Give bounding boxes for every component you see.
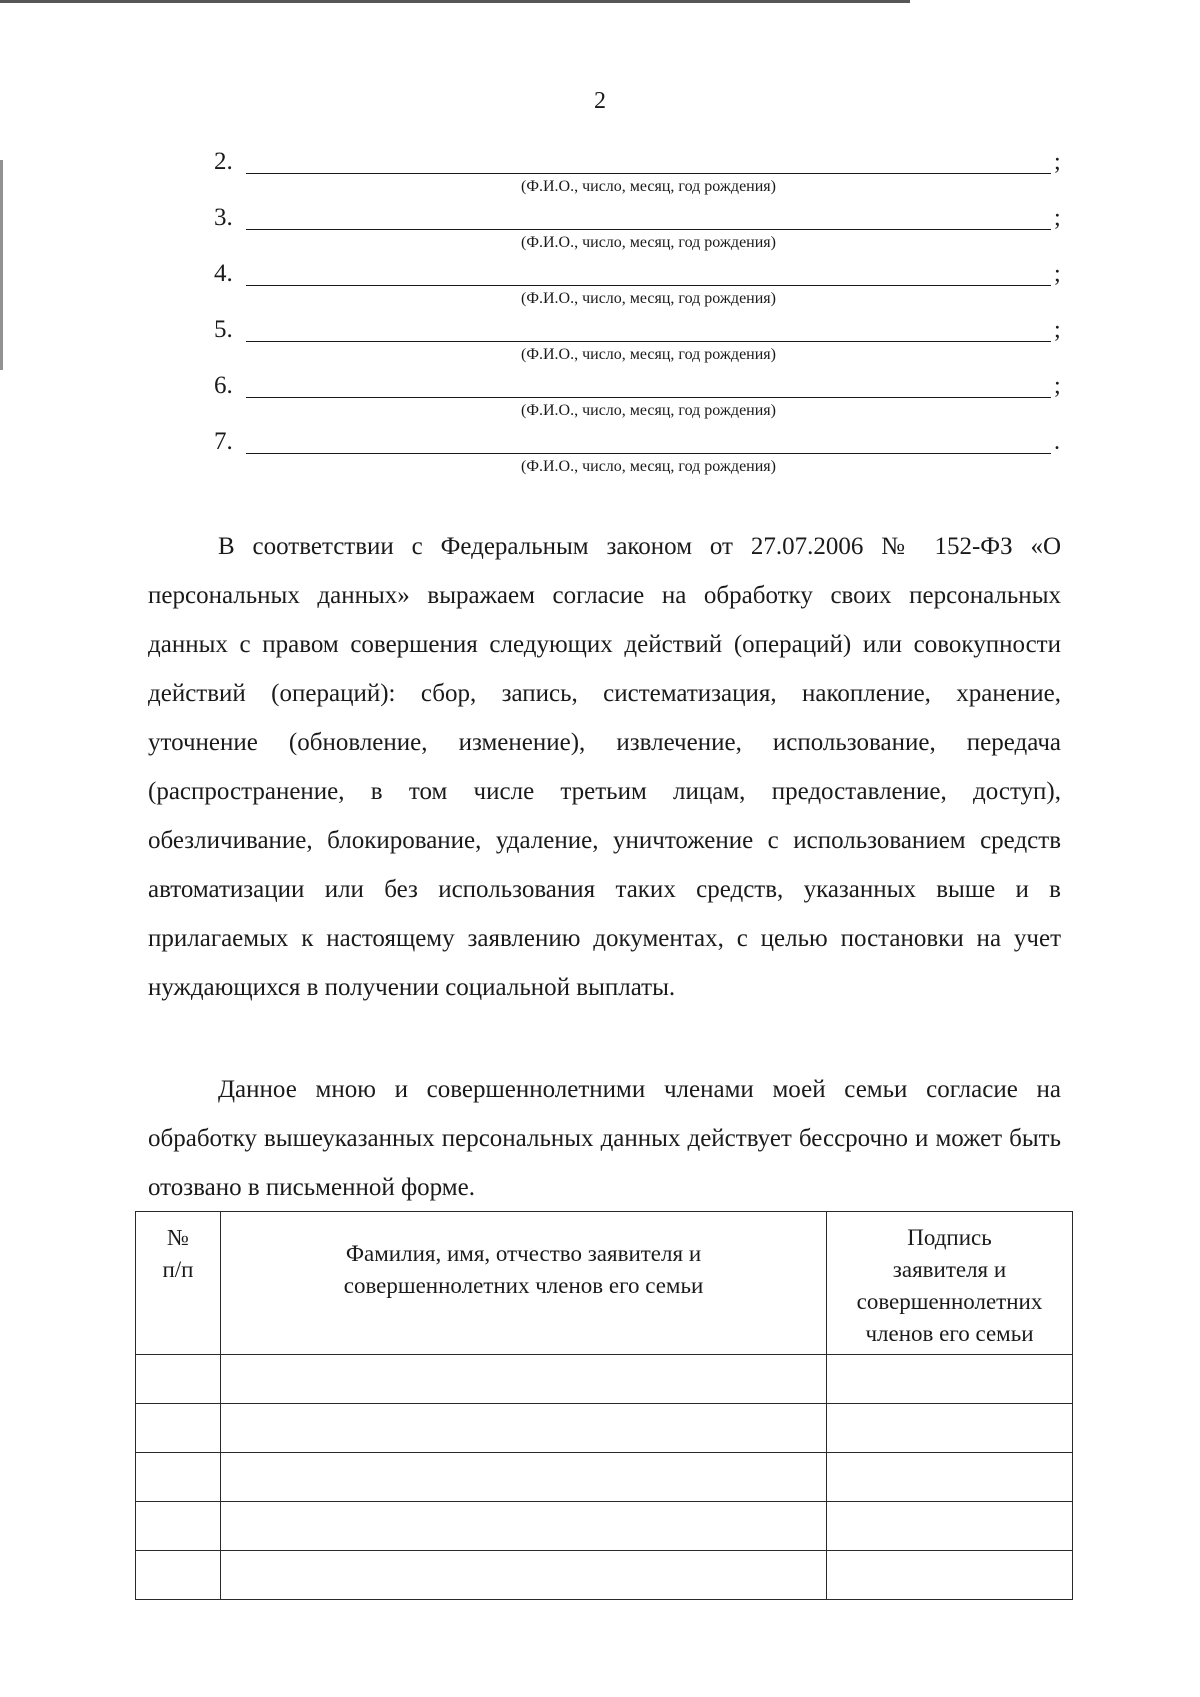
entry-fill-line[interactable] bbox=[246, 229, 1051, 230]
entry-caption: (Ф.И.О., число, месяц, год рождения) bbox=[521, 290, 776, 307]
row-signature-cell[interactable] bbox=[827, 1453, 1073, 1502]
row-number-cell[interactable] bbox=[136, 1453, 221, 1502]
entry-end-mark: ; bbox=[1054, 149, 1061, 175]
row-number-cell[interactable] bbox=[136, 1502, 221, 1551]
table-header-row bbox=[136, 1212, 1073, 1355]
header-full-name-line: совершеннолетних членов его семьи bbox=[343, 1273, 704, 1298]
row-signature-cell[interactable] bbox=[827, 1551, 1073, 1600]
entry-number: 4. bbox=[214, 260, 233, 287]
row-number-cell[interactable] bbox=[136, 1404, 221, 1453]
entry-row bbox=[214, 428, 1064, 484]
entry-fill-line[interactable] bbox=[246, 453, 1051, 454]
entry-number: 6. bbox=[214, 372, 233, 399]
row-name-cell[interactable] bbox=[221, 1551, 827, 1600]
row-name-cell[interactable] bbox=[221, 1502, 827, 1551]
validity-paragraph: Данное мною и совершеннолетними членами моей семьи согласие на обработку вышеуказанных персональных данных действует бессрочно и может быть отозвано в письменной форме. bbox=[148, 1076, 1061, 1201]
row-signature-cell[interactable] bbox=[827, 1355, 1073, 1404]
consent-paragraph: В соответствии с Федеральным законом от 27.07.2006 № 152-ФЗ «О персональных данных» выражаем согласие на обработку своих персональных данных с правом совершения следующих действий (операций) или совокупности действий (операций): сбор, запись, систематизация, накопление, хранение, уточнение (обновление, изменение), извлечение, использование, передача (распространение, в том числе третьим лицам, предоставление, доступ), обезличивание, блокирование, удаление, уничтожение с использованием средств автоматизации или без использования таких средств, указанных выше и в прилагаемых к настоящему заявлению документах, с целью постановки на учет нуждающихся в получении социальной выплаты. bbox=[148, 533, 1061, 1001]
scan-edge-left bbox=[0, 160, 3, 370]
row-name-cell[interactable] bbox=[221, 1404, 827, 1453]
entry-fill-line[interactable] bbox=[246, 173, 1051, 174]
entry-end-mark: ; bbox=[1054, 261, 1061, 287]
entry-row bbox=[214, 316, 1064, 372]
header-number-line: п/п bbox=[162, 1257, 194, 1282]
entry-caption: (Ф.И.О., число, месяц, год рождения) bbox=[521, 402, 776, 419]
entry-row bbox=[214, 204, 1064, 260]
header-signature-line: Подпись bbox=[907, 1225, 992, 1250]
entry-row bbox=[214, 148, 1064, 204]
entry-fill-line[interactable] bbox=[246, 341, 1051, 342]
entry-end-mark: . bbox=[1054, 429, 1060, 455]
row-name-cell[interactable] bbox=[221, 1453, 827, 1502]
table-row bbox=[136, 1355, 1073, 1404]
entry-caption: (Ф.И.О., число, месяц, год рождения) bbox=[521, 234, 776, 251]
family-member-entries bbox=[214, 148, 1064, 484]
entry-end-mark: ; bbox=[1054, 317, 1061, 343]
entry-fill-line[interactable] bbox=[246, 285, 1051, 286]
row-name-cell[interactable] bbox=[221, 1355, 827, 1404]
entry-row bbox=[214, 372, 1064, 428]
header-signature-line: членов его семьи bbox=[865, 1321, 1034, 1346]
entry-number: 2. bbox=[214, 148, 233, 175]
header-signature bbox=[827, 1212, 1073, 1355]
entry-number: 5. bbox=[214, 316, 233, 343]
entry-fill-line[interactable] bbox=[246, 397, 1051, 398]
entry-caption: (Ф.И.О., число, месяц, год рождения) bbox=[521, 346, 776, 363]
header-full-name bbox=[221, 1212, 827, 1355]
header-signature-line: совершеннолетних bbox=[856, 1289, 1043, 1314]
table-row bbox=[136, 1502, 1073, 1551]
entry-row bbox=[214, 260, 1064, 316]
entry-end-mark: ; bbox=[1054, 205, 1061, 231]
signature-table bbox=[135, 1211, 1073, 1600]
scan-edge-top bbox=[0, 0, 910, 3]
header-number-line: № bbox=[167, 1225, 189, 1250]
header-full-name-line: Фамилия, имя, отчество заявителя и bbox=[345, 1241, 702, 1266]
header-signature-line: заявителя и bbox=[892, 1257, 1007, 1282]
row-signature-cell[interactable] bbox=[827, 1404, 1073, 1453]
row-number-cell[interactable] bbox=[136, 1355, 221, 1404]
table-row bbox=[136, 1551, 1073, 1600]
table-row bbox=[136, 1453, 1073, 1502]
entry-number: 7. bbox=[214, 428, 233, 455]
entry-caption: (Ф.И.О., число, месяц, год рождения) bbox=[521, 178, 776, 195]
entry-end-mark: ; bbox=[1054, 373, 1061, 399]
table-row bbox=[136, 1404, 1073, 1453]
row-number-cell[interactable] bbox=[136, 1551, 221, 1600]
row-signature-cell[interactable] bbox=[827, 1502, 1073, 1551]
entry-caption: (Ф.И.О., число, месяц, год рождения) bbox=[521, 458, 776, 475]
header-number bbox=[136, 1212, 221, 1355]
entry-number: 3. bbox=[214, 204, 233, 231]
page-number: 2 bbox=[594, 88, 606, 114]
